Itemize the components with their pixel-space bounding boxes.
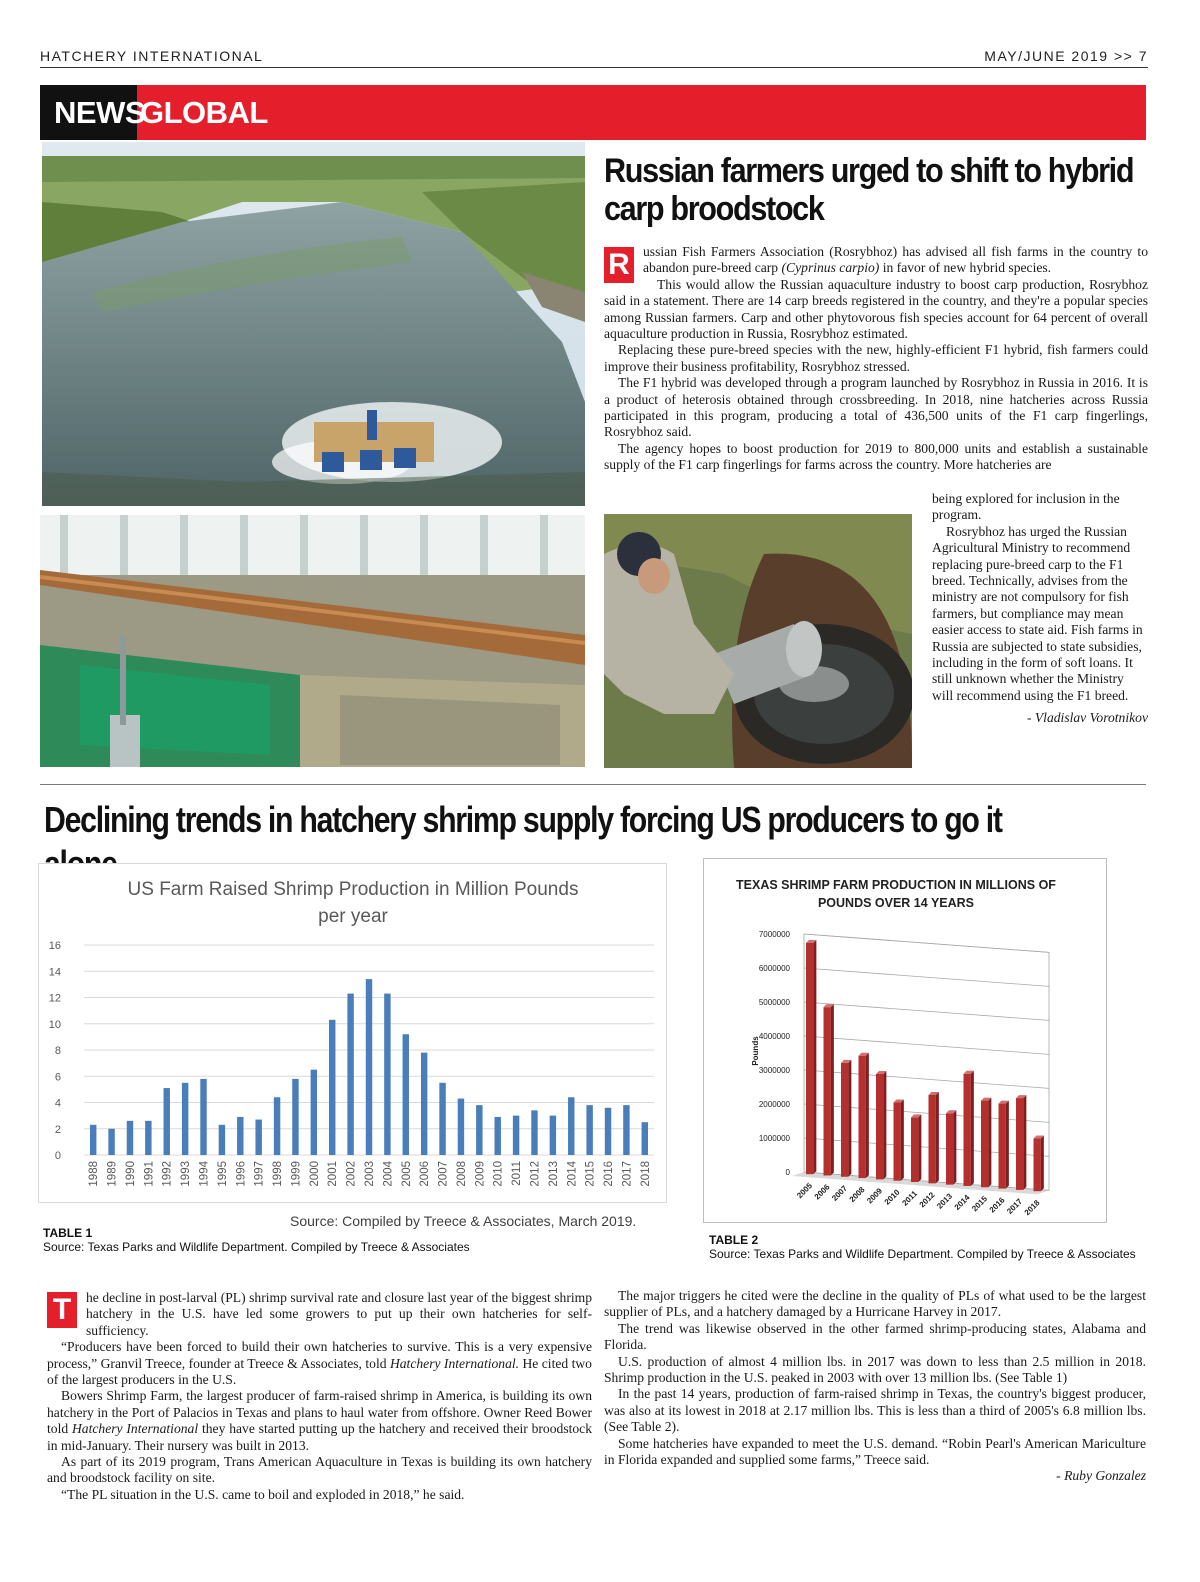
- article2-text: they have started putting up the hatchery and received their broodstock in mid-January. Their nursery was built in 2013.: [47, 1421, 593, 1453]
- article2-paragraph: In the past 14 years, production of farm-raised shrimp in Texas, the country's biggest producer, was also at its lowest in 2018 at 2.17 million lbs. This is less than a third of 2005's 6.8 million lbs. (See Table 2).: [604, 1386, 1146, 1435]
- chart1-bar: [255, 1120, 261, 1155]
- chart1-x-tick-label: 2009: [474, 1161, 487, 1187]
- chart1-bar: [384, 994, 390, 1155]
- article1-byline: - Vladislav Vorotnikov: [1026, 710, 1148, 726]
- chart2-bar-side: [1006, 1101, 1009, 1189]
- article2-paragraph: As part of its 2019 program, Trans American Aquaculture in Texas is building its own hatchery and broodstock facility on site.: [47, 1454, 592, 1486]
- chart1-x-tick-label: 1992: [161, 1161, 174, 1187]
- chart1-x-tick-label: 2008: [455, 1161, 468, 1187]
- chart1-y-tick-label: 10: [48, 1018, 61, 1031]
- banner-news: NEWS: [40, 85, 137, 140]
- article2-paragraph: [47, 1339, 592, 1388]
- article1-dropcap: R: [604, 247, 634, 283]
- chart1-x-tick-label: 1999: [290, 1161, 303, 1187]
- article2-dropcap: T: [47, 1292, 77, 1328]
- chart1-x-tick-label: 1997: [253, 1161, 266, 1187]
- article1-paragraph: This would allow the Russian aquaculture industry to boost carp production, Rosrybhoz said in a statement. There are 14 carp breeds registered in the country, and they're a popular species among Russian farmers. Carp and other phytovorous fish species account for 64 percent of overall aquaculture production in Russia, Rosrybhoz estimated.: [604, 276, 1148, 342]
- chart1-y-tick-label: 12: [48, 992, 61, 1005]
- chart2-bar-side: [953, 1110, 956, 1184]
- chart1-y-tick-label: 6: [54, 1071, 61, 1084]
- chart1-x-tick-label: 1998: [272, 1161, 285, 1187]
- chart1-bar: [550, 1116, 556, 1155]
- chart1-bar: [605, 1108, 611, 1155]
- article2-paragraph: “The PL situation in the U.S. came to boil and exploded in 2018,” he said.: [61, 1486, 465, 1502]
- article2-text: He cited two of the largest producers in the U.S.: [47, 1355, 592, 1388]
- chart1-bar: [623, 1105, 629, 1155]
- chart2-bar: [894, 1103, 901, 1181]
- chart1-x-tick-label: 1988: [88, 1161, 101, 1187]
- chart1-x-tick-label: 2015: [584, 1161, 597, 1187]
- chart2-y-tick-label: 7000000: [758, 930, 790, 939]
- chart2-bar: [981, 1101, 988, 1188]
- chart1-x-tick-label: 2000: [308, 1161, 321, 1187]
- chart2-bar: [824, 1007, 831, 1175]
- chart2-x-tick-label: 2015: [970, 1194, 990, 1214]
- chart1-x-tick-label: 2007: [437, 1161, 450, 1187]
- chart1-x-tick-label: 2012: [529, 1161, 542, 1187]
- chart1-x-tick-label: 1991: [143, 1161, 156, 1187]
- chart1-bar: [476, 1105, 482, 1155]
- chart2-x-tick-label: 2016: [987, 1195, 1007, 1215]
- chart1-x-tick-label: 2004: [382, 1161, 395, 1187]
- article-separator: [40, 784, 1146, 785]
- chart1-title: per year: [318, 906, 388, 927]
- article2-paragraph: The trend was likewise observed in the other farmed shrimp-producing states, Alabama and Florida.: [604, 1320, 1146, 1353]
- chart1-bar: [531, 1110, 537, 1155]
- chart1-x-tick-label: 1995: [216, 1161, 229, 1187]
- chart2-y-axis-label: Pounds: [751, 1036, 760, 1066]
- article1-paragraph: Rosrybhoz has urged the Russian Agricultural Ministry to recommend replacing pure-breed carp to the F1 breed. Technically, advises from the ministry are not compulsory for fish farmers, but compliance may mean easier access to state aid. Fish farms in Russia are subjected to state subsidies, including in the form of soft loans. It still unknown whether the Ministry will recommend using the F1 breed.: [932, 523, 1143, 703]
- chart2-bar: [859, 1056, 866, 1178]
- chart1-y-tick-label: 16: [48, 940, 61, 952]
- chart2-bar: [1016, 1098, 1023, 1190]
- chart1-bar: [200, 1079, 206, 1155]
- photo-worker-pouring-fingerlings: [604, 514, 912, 768]
- chart1-x-tick-label: 2013: [547, 1161, 560, 1187]
- chart2-x-tick-label: 2011: [900, 1189, 920, 1208]
- chart2-y-tick-label: 0: [785, 1168, 790, 1177]
- photo-hatchery-interior: [40, 515, 585, 767]
- chart1-bar: [219, 1125, 225, 1155]
- chart1-bar: [421, 1053, 427, 1155]
- chart2-bar-side: [848, 1060, 851, 1177]
- article1-paragraph: The agency hopes to boost production for 2019 to 800,000 units and establish a sustainable supply of the F1 carp fingerlings for farms across the country. More hatcheries are: [604, 440, 1148, 473]
- chart1-x-tick-label: 2002: [345, 1161, 358, 1187]
- article1-lead-end: in favor of new hybrid species.: [879, 260, 1052, 276]
- article2-body-left: [47, 1290, 592, 1503]
- chart1-bar: [108, 1129, 114, 1155]
- chart2-x-tick-label: 2012: [917, 1190, 937, 1210]
- header-rule: [40, 67, 1148, 68]
- article1-species-name: (Cyprinus carpio): [781, 260, 880, 276]
- chart2-bar: [929, 1095, 936, 1183]
- chart2-x-tick-label: 2013: [935, 1191, 955, 1211]
- chart-texas-shrimp-production: [703, 858, 1107, 1223]
- chart1-x-tick-label: 2006: [419, 1161, 432, 1187]
- banner-section: GLOBAL: [140, 95, 268, 130]
- chart1-svg: [39, 864, 668, 1204]
- chart1-y-tick-label: 2: [54, 1123, 61, 1136]
- chart2-x-tick-label: 2017: [1005, 1196, 1025, 1216]
- article2-lead-text: he decline in post-larval (PL) shrimp survival rate and closure last year of the biggest shrimp hatchery in the U.S. have led some growers to put up their own hatcheries for self-sufficiency.: [86, 1290, 592, 1338]
- chart2-y-tick-label: 6000000: [758, 964, 790, 973]
- chart1-x-tick-label: 1993: [180, 1161, 193, 1187]
- article1-body-column: [932, 491, 1148, 727]
- chart2-x-tick-label: 2008: [847, 1185, 867, 1205]
- chart2-bar-side: [813, 940, 816, 1174]
- chart2-bar-side: [971, 1071, 974, 1186]
- chart1-x-tick-label: 2003: [364, 1161, 376, 1187]
- article2-headline: Declining trends in hatchery shrimp supply forcing US producers to go it: [44, 799, 1002, 840]
- chart1-bar: [237, 1117, 243, 1155]
- article2-text: “Producers have been forced to build their own hatcheries to survive. This is a very expensive process,” Granvil Treece, founder at Treece & Associates, told: [47, 1339, 592, 1371]
- chart1-bar: [90, 1125, 96, 1155]
- chart2-bar: [999, 1104, 1006, 1189]
- article2-paragraph: [47, 1388, 592, 1454]
- chart2-x-tick-label: 2010: [882, 1187, 902, 1207]
- table2-label: TABLE 2: [709, 1233, 759, 1247]
- chart1-x-tick-label: 2010: [492, 1161, 505, 1187]
- chart2-bar-side: [1023, 1095, 1026, 1190]
- chart1-y-tick-label: 4: [54, 1097, 61, 1110]
- chart1-bar: [439, 1083, 445, 1155]
- chart2-y-tick-label: 2000000: [758, 1100, 790, 1109]
- chart2-title: TEXAS SHRIMP FARM PRODUCTION IN MILLIONS OF: [736, 878, 1056, 892]
- chart2-bar: [1034, 1139, 1041, 1192]
- article1-body: [604, 244, 1148, 474]
- photo-carp-pond-aerator: [42, 142, 585, 506]
- chart2-bar-side: [866, 1053, 869, 1178]
- article2-text: Bowers Shrimp Farm, the largest producer of farm-raised shrimp in America, is building its own hatchery in the Port of Palacios in Texas and plans to haul water from offshore. Owner Reed Bower told: [47, 1388, 592, 1437]
- chart2-x-tick-label: 2018: [1022, 1198, 1042, 1218]
- chart1-bar: [274, 1097, 280, 1155]
- chart2-x-tick-label: 2007: [830, 1183, 850, 1203]
- article2-lead-paragraph: [47, 1290, 592, 1339]
- chart1-x-tick-label: 2017: [621, 1161, 634, 1187]
- chart1-bar: [182, 1083, 188, 1155]
- chart1-bar: [164, 1088, 170, 1155]
- chart2-bar: [964, 1074, 971, 1186]
- chart1-bar: [586, 1105, 592, 1155]
- chart2-x-tick-label: 2005: [795, 1181, 815, 1201]
- chart2-x-tick-label: 2009: [865, 1186, 885, 1206]
- chart1-bar: [458, 1099, 464, 1155]
- chart1-x-tick-label: 1989: [106, 1161, 119, 1187]
- chart2-svg: [704, 859, 1108, 1224]
- article1-headline: Russian farmers urged to shift to hybrid carp broodstock: [604, 152, 1134, 228]
- chart1-x-tick-label: 1996: [235, 1161, 248, 1187]
- table1-caption: [43, 1226, 603, 1254]
- chart2-bar-side: [988, 1098, 991, 1188]
- article2-body-right: [604, 1288, 1146, 1485]
- chart1-bar: [513, 1116, 519, 1155]
- article2-paragraph: U.S. production of almost 4 million lbs. in 2017 was down to less than 2.5 million in 2018. Shrimp production in the U.S. peaked in 2003 with over 13 million lbs. (See Table 1): [604, 1353, 1146, 1386]
- chart2-y-tick-label: 5000000: [758, 998, 790, 1007]
- article1-lead-paragraph: [604, 244, 1148, 281]
- chart1-bar: [145, 1121, 151, 1155]
- issue-page: MAY/JUNE 2019 >> 7: [984, 48, 1148, 64]
- chart1-title: US Farm Raised Shrimp Production in Million Pounds: [127, 879, 579, 900]
- chart1-bar: [329, 1020, 335, 1155]
- chart1-bar: [366, 979, 372, 1155]
- chart2-bar-side: [1041, 1136, 1044, 1192]
- chart2-y-tick-label: 4000000: [758, 1032, 790, 1041]
- publication-name: HATCHERY INTERNATIONAL: [40, 48, 264, 64]
- chart1-y-tick-label: 14: [48, 966, 61, 979]
- chart2-bar: [946, 1113, 953, 1184]
- chart-us-shrimp-production: [38, 863, 667, 1203]
- article1-paragraph: being explored for inclusion in the program.: [932, 491, 1120, 523]
- chart1-x-tick-label: 1990: [124, 1161, 137, 1187]
- chart2-title: POUNDS OVER 14 YEARS: [817, 896, 975, 910]
- chart2-bar-side: [936, 1092, 939, 1183]
- article2-publication-italic: Hatchery International.: [389, 1355, 520, 1371]
- chart1-bar: [494, 1117, 500, 1155]
- chart1-x-tick-label: 2016: [603, 1161, 616, 1187]
- chart2-bar-side: [883, 1071, 886, 1179]
- chart1-source-note: Source: Compiled by Treece & Associates, March 2019.: [290, 1213, 637, 1229]
- article2-byline: - Ruby Gonzalez: [1056, 1468, 1146, 1484]
- chart1-bar: [311, 1070, 317, 1155]
- chart2-x-tick-label: 2006: [812, 1182, 832, 1202]
- chart2-bar: [841, 1063, 848, 1177]
- table2-caption: [709, 1233, 1149, 1261]
- table1-label: TABLE 1: [43, 1226, 93, 1240]
- article1-paragraph: The F1 hybrid was developed through a program launched by Rosrybhoz in Russia in 2016. It is a product of heterosis obtained through crossbreeding. In 2018, nine hatcheries across Russia participated in this program, producing a total of 436,500 units of the F1 carp fingerlings, Rosrybhoz said.: [604, 375, 1148, 440]
- chart2-bar: [806, 943, 813, 1174]
- chart1-x-tick-label: 2005: [400, 1161, 413, 1187]
- chart1-x-tick-label: 2014: [566, 1161, 579, 1187]
- chart1-x-tick-label: 1994: [198, 1161, 211, 1187]
- table2-source: Source: Texas Parks and Wildlife Department. Compiled by Treece & Associates: [709, 1247, 1136, 1261]
- chart1-bar: [568, 1097, 574, 1155]
- chart2-plot-wall: [804, 934, 1049, 1190]
- chart2-x-tick-label: 2014: [952, 1193, 972, 1212]
- chart1-bar: [292, 1079, 298, 1155]
- chart2-bar: [876, 1074, 883, 1179]
- chart1-y-tick-label: 8: [54, 1045, 61, 1057]
- article1-lead-text: ussian Fish Farmers Association (Rosrybhoz) has advised all fish farms in the country to abandon pure-breed carp: [643, 244, 1148, 276]
- article2-paragraph: The major triggers he cited were the decline in the quality of PLs of what used to be the largest supplier of PLs, and a hatchery damaged by a Hurricane Harvey in 2017.: [604, 1288, 1146, 1320]
- chart2-bar-side: [901, 1100, 904, 1181]
- chart1-bar: [403, 1034, 409, 1155]
- chart2-bar-side: [831, 1004, 834, 1175]
- chart1-y-tick-label: 0: [54, 1150, 61, 1162]
- article2-paragraph: Some hatcheries have expanded to meet the U.S. demand. “Robin Pearl's American Mariculture in Florida expanded and supplied some farms,” Treece said.: [604, 1435, 1146, 1468]
- chart1-bar: [347, 994, 353, 1155]
- chart1-x-tick-label: 2011: [511, 1161, 524, 1186]
- article2-publication-italic: Hatchery International: [71, 1421, 199, 1437]
- chart2-bar: [911, 1117, 918, 1182]
- section-banner: [40, 85, 1146, 140]
- chart2-bar-side: [918, 1114, 921, 1182]
- article1-paragraph: Replacing these pure-breed species with the new, highly-efficient F1 hybrid, fish farmers could improve their business profitability, Rosrybhoz stressed.: [604, 342, 1148, 374]
- chart1-bar: [642, 1122, 648, 1155]
- chart2-y-tick-label: 1000000: [758, 1134, 790, 1143]
- chart1-x-tick-label: 2018: [639, 1161, 652, 1187]
- table1-source: Source: Texas Parks and Wildlife Department. Compiled by Treece & Associates: [43, 1240, 470, 1254]
- chart1-bar: [127, 1121, 133, 1155]
- chart1-x-tick-label: 2001: [327, 1161, 340, 1187]
- chart2-y-tick-label: 3000000: [758, 1066, 790, 1075]
